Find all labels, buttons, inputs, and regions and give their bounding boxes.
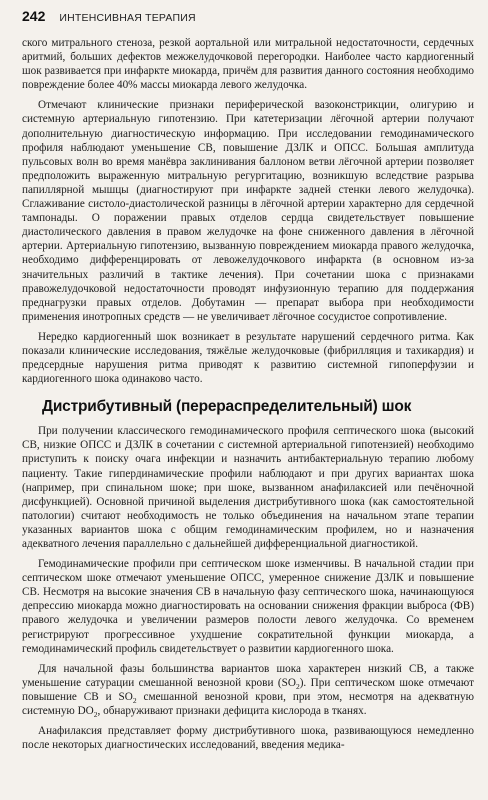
subscript: 2 [295, 682, 300, 692]
text-run: ). При септическом шоке отмечают повышение СВ и SO [22, 676, 474, 703]
section-heading: Дистрибутивный (перераспределительный) шок [42, 398, 412, 416]
paragraph: ского митрального стеноза, резкой аортальной или митральной недостаточности, сердечных аритмий, больших дефектов межжелудочковой перегородки. Наиболее часто кардиогенный шок развивается при инфаркте миокарда, причём для развития данного состояния необходимо повреждение более 40% массы миокарда левого желудочка. [22, 37, 474, 92]
paragraph-saturation [22, 662, 474, 718]
subscript: 2 [132, 696, 137, 706]
paragraph: Нередко кардиогенный шок возникает в результате нарушений сердечного ритма. Как показали клинические исследования, тяжёлые желудочковые (фибрилляция и тахикардия) и предсердные нарушения ритма приводят к развитию системной гипоперфузии и кардиогенного шока одинаково часто. [22, 330, 474, 386]
page-number: 242 [22, 8, 46, 24]
paragraph: Отмечают клинические признаки периферической вазоконстрикции, олигурию и системную артериальную гипотензию. При катетеризации лёгочной артерии получают дополнительную диагностическую информацию. При исследовании гемодинамического профиля наблюдают уменьшение СВ, повышение ДЗЛК и ОПСС. Большая амплитуда пульсовых волн во время манёвра заклинивания баллоном ветви лёгочной артерии позволяет предположить выраженную митральную регургитацию, возникшую вследствие разрыва папиллярной мышцы (диагностируют при инфаркте задней стенки левого желудочка). Сглаживание систоло-диастолической разницы в лёгочной артерии характерно для сердечной тампонады. О поражении правых отделов сердца свидетельствует повышение диастолического давления в правом желудочке на фоне сниженного давления в лёгочной артерии. Артериальную гипотензию, вызванную повреждением миокарда правого желудочка, необходимо дифференцировать от левожелудочкового инфаркта (в основном из-за значительных различий в тактике лечения). При сочетании шока с признаками правожелудочковой недостаточности проводят инфузионную терапию для поддержания преднагрузки правых отделов. Добутамин — препарат выбора при необходимости применения инотропных средств — не увеличивает лёгочное сосудистое сопротивление. [22, 99, 474, 323]
text-run: , обнаруживают признаки дефицита кислорода в тканях. [97, 705, 367, 718]
body-text [22, 36, 474, 752]
paragraph: Анафилаксия представляет форму дистрибутивного шока, развивающуюся немедленно после некоторых диагностических исследований, введения медика- [22, 725, 474, 752]
running-head: ИНТЕНСИВНАЯ ТЕРАПИЯ [59, 12, 196, 24]
text-run: Для начальной фазы большинства вариантов шока характерен низкий СВ, а также уменьшение сатурации смешанной венозной крови (SO [22, 662, 474, 689]
paragraph: При получении классического гемодинамического профиля септического шока (высокий СВ, низкие ОПСС и ДЗЛК в сочетании с системной артериальной гипотензией) необходимо приступить к поиску очага инфекции и назначить антибактериальную терапию любому пациенту. Такие гипердинамические профили наблюдают и при других вариантах шока (например, при спинальном шоке; при шоке, вызванном анафилаксией или печёночной дисфункцией). Основной причиной выделения дистрибутивного шока (как самостоятельной патологии) считают необходимость не только объединения на начальном этапе терапии указанных вариантов шока с общим гемодинамическим профилем, но и назначения адекватного лечения параллельно с дальнейшей дифференциальной диагностикой. [22, 425, 474, 550]
text-run: смешанной венозной крови, при этом, несмотря на адекватную системную DO [22, 690, 474, 718]
paragraph: Гемодинамические профили при септическом шоке изменчивы. В начальной стадии при септическом шоке отмечают уменьшение ОПСС, умеренное снижение ДЗЛК и повышение СВ. Несмотря на высокие значения СВ в начальную фазу септического шока, начинающуюся депрессию миокарда можно диагностировать на основании снижения фракции выброса (ФВ) правого желудочка и увеличении размеров полости левого желудочка. Со временем регистрируют прогрессивное ухудшение сократительной функции миокарда, а гемодинамический профиль свидетельствует о развитии кардиогенного шока. [22, 558, 474, 655]
page-header [22, 8, 474, 26]
subscript: 2 [93, 710, 98, 720]
